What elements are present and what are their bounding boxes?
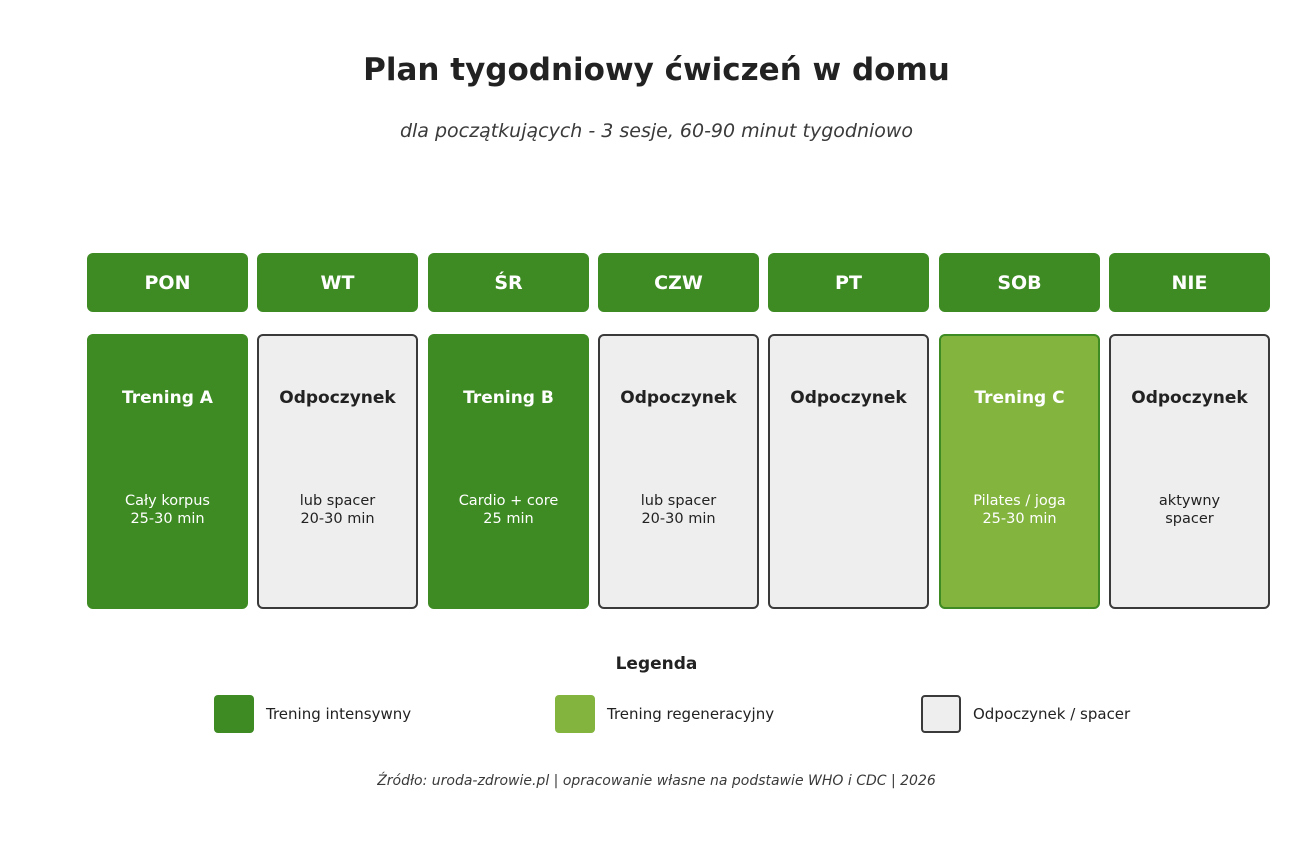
- legend-item-regen: [555, 694, 774, 734]
- day-header-pon: PON: [87, 253, 248, 312]
- day-card-description-line: 20-30 min: [300, 511, 375, 527]
- day-header-śr: ŚR: [428, 253, 589, 312]
- day-card-description-line: Cały korpus: [125, 493, 210, 509]
- day-card-description: [1111, 492, 1268, 528]
- legend-label: Trening regeneracyjny: [607, 705, 775, 723]
- day-card-czw: [598, 334, 759, 609]
- day-header-pt: PT: [768, 253, 929, 312]
- day-card-pon: [87, 334, 248, 609]
- day-card-description-line: lub spacer: [640, 493, 717, 509]
- day-card-description-line: Cardio + core: [458, 493, 559, 509]
- legend-label: Trening intensywny: [266, 705, 412, 723]
- day-card-sob: [939, 334, 1100, 609]
- day-card-description: [259, 492, 416, 528]
- day-header-nie: NIE: [1109, 253, 1270, 312]
- day-card-description-line: 25-30 min: [982, 511, 1057, 527]
- day-card-title: Odpoczynek: [1131, 388, 1248, 408]
- day-card-description: [600, 492, 757, 528]
- page-title: Plan tygodniowy ćwiczeń w domu: [363, 52, 950, 88]
- legend-item-intense: [214, 694, 411, 734]
- day-card-title: Trening B: [463, 388, 554, 408]
- day-card-description-line: lub spacer: [299, 493, 376, 509]
- day-card-description-line: 25-30 min: [130, 511, 205, 527]
- page-subtitle: dla początkujących - 3 sesje, 60-90 minut tygodniowo: [399, 120, 914, 142]
- day-card-title: Trening A: [122, 388, 213, 408]
- legend-title: Legenda: [615, 654, 698, 674]
- day-card-śr: [428, 334, 589, 609]
- legend-item-rest: [921, 694, 1130, 734]
- source-note: Źródło: uroda-zdrowie.pl | opracowanie własne na podstawie WHO i CDC | 2026: [377, 773, 936, 789]
- day-card-title: Odpoczynek: [620, 388, 737, 408]
- day-header-sob: SOB: [939, 253, 1100, 312]
- legend-swatch-rest: [921, 695, 961, 733]
- day-card-wt: [257, 334, 418, 609]
- day-card-description: [941, 492, 1098, 528]
- day-card-description-line: spacer: [1165, 511, 1214, 527]
- day-header-wt: WT: [257, 253, 418, 312]
- day-header-czw: CZW: [598, 253, 759, 312]
- day-card-description: [430, 492, 587, 528]
- legend-swatch-intense: [214, 695, 254, 733]
- day-card-description-line: Pilates / joga: [973, 493, 1066, 509]
- day-card-pt: [768, 334, 929, 609]
- day-card-title: Trening C: [974, 388, 1065, 408]
- day-card-description: [89, 492, 246, 528]
- day-card-description-line: 20-30 min: [641, 511, 716, 527]
- day-card-title: Odpoczynek: [279, 388, 396, 408]
- day-card-description-line: aktywny: [1158, 493, 1221, 509]
- legend-swatch-regen: [555, 695, 595, 733]
- day-card-nie: [1109, 334, 1270, 609]
- day-card-description-line: 25 min: [483, 511, 534, 527]
- day-card-title: Odpoczynek: [790, 388, 907, 408]
- legend-label: Odpoczynek / spacer: [973, 705, 1131, 723]
